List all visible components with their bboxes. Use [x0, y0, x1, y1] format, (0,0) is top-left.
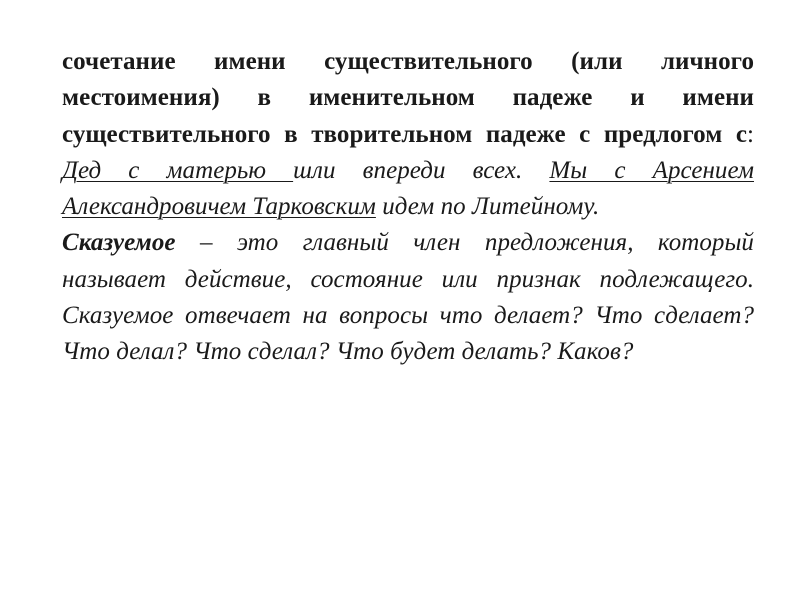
slide-text: [62, 44, 754, 371]
example-subject-1: Дед с матерью: [62, 156, 294, 184]
subject-combination-definition: сочетание имени существительного (или личного местоимения) в именительном падеже и имени существительного в творительном падеже с предлогом с: [62, 48, 754, 148]
example-predicate-1: шли впереди всех.: [293, 156, 523, 184]
predicate-definition-text: – это главный член предложения, который называет действие, состояние или признак подлежащего. Сказуемое отвечает на вопросы что делает? Что сделает? Что делал? Что сделал? Что будет делать? Каков?: [62, 229, 754, 366]
paragraph-subject-combination: [62, 44, 754, 225]
paragraph-predicate-definition: [62, 225, 754, 370]
predicate-term: Сказуемое: [62, 229, 176, 257]
example-subject-2-text: Мы с Арсением Александровичем Тарковским: [62, 156, 754, 221]
example-predicate-2: идем по Литейному.: [375, 193, 600, 221]
colon: :: [747, 120, 754, 148]
